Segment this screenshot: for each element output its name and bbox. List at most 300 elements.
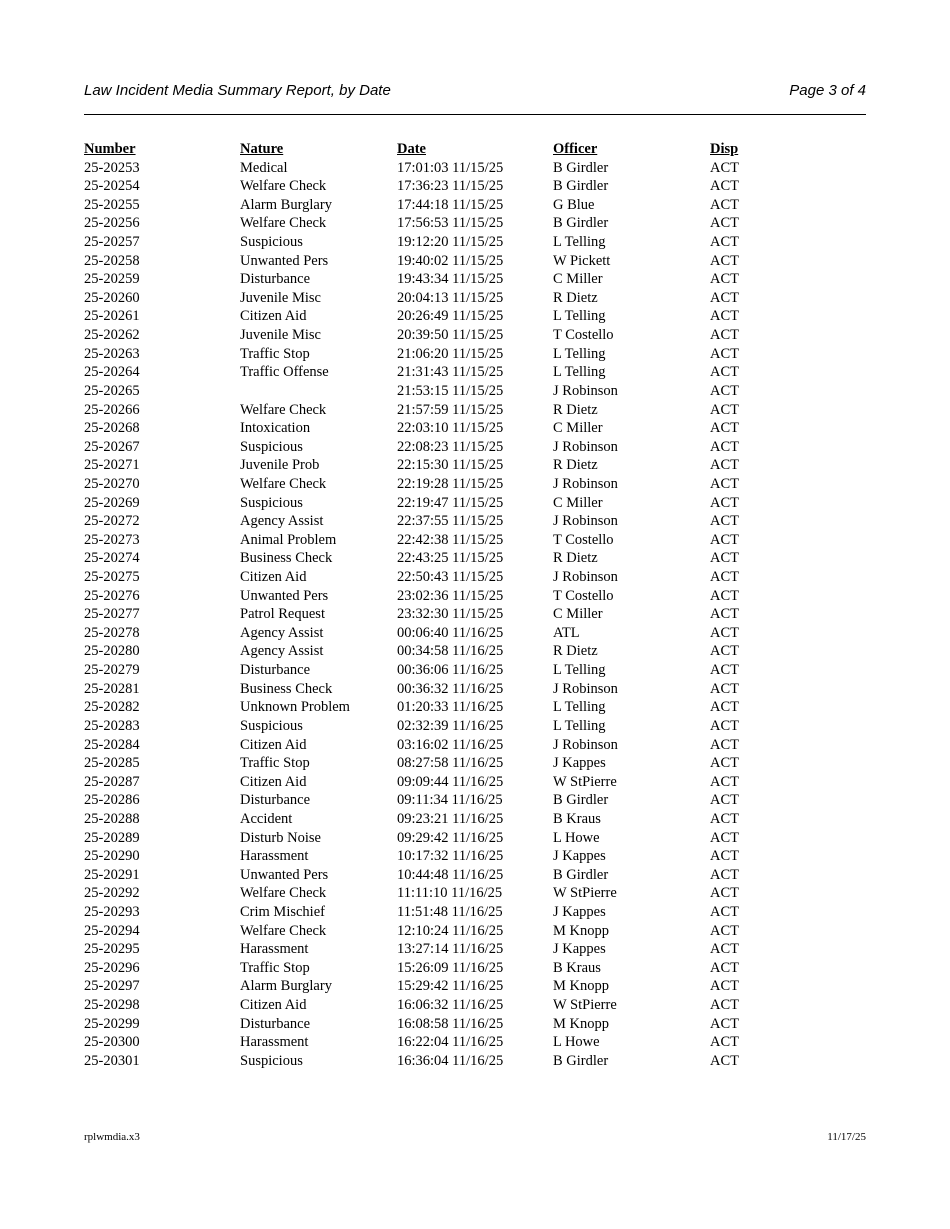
table-row <box>84 419 866 438</box>
incident-number: 25-20257 <box>84 234 140 251</box>
incident-number: 25-20256 <box>84 215 140 232</box>
table-row <box>84 159 866 178</box>
incident-table <box>84 140 866 1070</box>
table-row <box>84 438 866 457</box>
incident-officer: J Kappes <box>553 903 606 920</box>
incident-nature: Alarm Burglary <box>240 196 332 213</box>
incident-date: 21:31:43 11/15/25 <box>397 364 504 381</box>
incident-disp: ACT <box>710 457 739 474</box>
incident-nature: Patrol Request <box>240 606 325 623</box>
incident-number: 25-20290 <box>84 848 140 865</box>
incident-date: 22:03:10 11/15/25 <box>397 420 504 437</box>
table-row <box>84 717 866 736</box>
table-row <box>84 549 866 568</box>
incident-disp: ACT <box>710 438 739 455</box>
incident-officer: J Robinson <box>553 382 618 399</box>
incident-number: 25-20287 <box>84 773 140 790</box>
incident-number: 25-20266 <box>84 401 140 418</box>
header-divider <box>84 114 866 115</box>
incident-date: 12:10:24 11/16/25 <box>397 922 504 939</box>
incident-number: 25-20280 <box>84 643 140 660</box>
incident-disp: ACT <box>710 569 739 586</box>
table-row <box>84 289 866 308</box>
incident-officer: B Kraus <box>553 959 601 976</box>
table-row <box>84 494 866 513</box>
incident-disp: ACT <box>710 289 739 306</box>
table-row <box>84 326 866 345</box>
incident-disp: ACT <box>710 662 739 679</box>
incident-number: 25-20259 <box>84 271 140 288</box>
incident-number: 25-20289 <box>84 829 140 846</box>
incident-officer: W StPierre <box>553 997 617 1014</box>
incident-disp: ACT <box>710 959 739 976</box>
incident-nature: Agency Assist <box>240 513 324 530</box>
incident-number: 25-20293 <box>84 903 140 920</box>
incident-date: 09:23:21 11/16/25 <box>397 810 504 827</box>
table-row <box>84 829 866 848</box>
incident-nature: Unwanted Pers <box>240 252 329 269</box>
table-row <box>84 754 866 773</box>
table-row <box>84 233 866 252</box>
table-row <box>84 698 866 717</box>
table-row <box>84 810 866 829</box>
incident-nature: Welfare Check <box>240 922 327 939</box>
incident-number: 25-20268 <box>84 420 140 437</box>
incident-disp: ACT <box>710 215 739 232</box>
incident-officer: J Robinson <box>553 438 618 455</box>
incident-disp: ACT <box>710 941 739 958</box>
incident-date: 20:39:50 11/15/25 <box>397 327 504 344</box>
column-header-date: Date <box>397 141 426 157</box>
incident-disp: ACT <box>710 531 739 548</box>
incident-disp: ACT <box>710 475 739 492</box>
incident-disp: ACT <box>710 885 739 902</box>
incident-date: 22:19:28 11/15/25 <box>397 475 504 492</box>
incident-number: 25-20300 <box>84 1034 140 1051</box>
incident-date: 09:29:42 11/16/25 <box>397 829 504 846</box>
table-row <box>84 587 866 606</box>
incident-date: 21:53:15 11/15/25 <box>397 382 504 399</box>
incident-number: 25-20273 <box>84 531 140 548</box>
table-row <box>84 531 866 550</box>
incident-nature: Intoxication <box>240 420 311 437</box>
incident-nature: Citizen Aid <box>240 773 307 790</box>
incident-number: 25-20270 <box>84 475 140 492</box>
incident-disp: ACT <box>710 1034 739 1051</box>
incident-officer: L Telling <box>553 345 606 362</box>
incident-nature: Unwanted Pers <box>240 587 329 604</box>
incident-disp: ACT <box>710 234 739 251</box>
incident-number: 25-20285 <box>84 755 140 772</box>
table-row <box>84 866 866 885</box>
incident-officer: G Blue <box>553 196 595 213</box>
incident-disp: ACT <box>710 1015 739 1032</box>
incident-disp: ACT <box>710 494 739 511</box>
incident-officer: L Telling <box>553 234 606 251</box>
incident-nature: Traffic Offense <box>240 364 329 381</box>
incident-date: 00:06:40 11/16/25 <box>397 624 504 641</box>
table-row <box>84 736 866 755</box>
incident-date: 10:44:48 11/16/25 <box>397 866 504 883</box>
incident-date: 11:51:48 11/16/25 <box>397 903 503 920</box>
incident-number: 25-20265 <box>84 382 140 399</box>
incident-number: 25-20262 <box>84 327 140 344</box>
incident-date: 23:32:30 11/15/25 <box>397 606 504 623</box>
incident-number: 25-20254 <box>84 178 140 195</box>
incident-officer: R Dietz <box>553 289 598 306</box>
incident-number: 25-20282 <box>84 699 140 716</box>
table-row <box>84 1052 866 1071</box>
incident-date: 16:36:04 11/16/25 <box>397 1052 504 1069</box>
incident-nature: Disturbance <box>240 792 311 809</box>
incident-officer: T Costello <box>553 531 614 548</box>
incident-date: 09:11:34 11/16/25 <box>397 792 503 809</box>
incident-nature: Suspicious <box>240 234 303 251</box>
table-row <box>84 661 866 680</box>
incident-officer: J Robinson <box>553 513 618 530</box>
incident-date: 15:26:09 11/16/25 <box>397 959 504 976</box>
incident-date: 17:56:53 11/15/25 <box>397 215 504 232</box>
incident-date: 23:02:36 11/15/25 <box>397 587 504 604</box>
table-row <box>84 1033 866 1052</box>
incident-date: 16:08:58 11/16/25 <box>397 1015 504 1032</box>
incident-nature: Traffic Stop <box>240 755 310 772</box>
incident-nature: Citizen Aid <box>240 308 307 325</box>
incident-nature: Traffic Stop <box>240 959 310 976</box>
incident-number: 25-20258 <box>84 252 140 269</box>
incident-number: 25-20297 <box>84 978 140 995</box>
incident-number: 25-20281 <box>84 680 140 697</box>
table-row <box>84 977 866 996</box>
incident-nature: Animal Problem <box>240 531 337 548</box>
incident-nature: Juvenile Prob <box>240 457 320 474</box>
incident-disp: ACT <box>710 829 739 846</box>
incident-officer: J Kappes <box>553 941 606 958</box>
incident-nature: Harassment <box>240 848 309 865</box>
incident-officer: T Costello <box>553 587 614 604</box>
report-header <box>84 82 866 102</box>
table-row <box>84 270 866 289</box>
table-row <box>84 959 866 978</box>
report-code: rplwmdia.x3 <box>84 1131 140 1143</box>
incident-date: 22:43:25 11/15/25 <box>397 550 504 567</box>
incident-date: 16:22:04 11/16/25 <box>397 1034 504 1051</box>
incident-number: 25-20274 <box>84 550 140 567</box>
incident-date: 19:43:34 11/15/25 <box>397 271 504 288</box>
incident-officer: M Knopp <box>553 1015 609 1032</box>
table-row <box>84 996 866 1015</box>
incident-nature: Suspicious <box>240 438 303 455</box>
incident-date: 08:27:58 11/16/25 <box>397 755 504 772</box>
incident-date: 21:06:20 11/15/25 <box>397 345 504 362</box>
incident-nature: Disturbance <box>240 1015 311 1032</box>
incident-nature: Agency Assist <box>240 643 324 660</box>
table-row <box>84 252 866 271</box>
incident-nature: Harassment <box>240 941 309 958</box>
incident-officer: ATL <box>553 624 580 641</box>
incident-officer: C Miller <box>553 606 603 623</box>
incident-nature: Suspicious <box>240 494 303 511</box>
incident-disp: ACT <box>710 308 739 325</box>
incident-date: 02:32:39 11/16/25 <box>397 717 504 734</box>
incident-number: 25-20294 <box>84 922 140 939</box>
incident-date: 20:26:49 11/15/25 <box>397 308 504 325</box>
incident-officer: R Dietz <box>553 457 598 474</box>
table-row <box>84 624 866 643</box>
incident-disp: ACT <box>710 178 739 195</box>
incident-officer: C Miller <box>553 494 603 511</box>
incident-disp: ACT <box>710 252 739 269</box>
incident-disp: ACT <box>710 364 739 381</box>
incident-officer: R Dietz <box>553 643 598 660</box>
table-row <box>84 475 866 494</box>
incident-disp: ACT <box>710 643 739 660</box>
incident-nature: Suspicious <box>240 1052 303 1069</box>
incident-number: 25-20255 <box>84 196 140 213</box>
incident-officer: L Telling <box>553 699 606 716</box>
incident-date: 22:19:47 11/15/25 <box>397 494 504 511</box>
incident-nature: Crim Mischief <box>240 903 325 920</box>
incident-date: 22:42:38 11/15/25 <box>397 531 504 548</box>
table-row <box>84 847 866 866</box>
table-row <box>84 884 866 903</box>
report-title: Law Incident Media Summary Report, by Date <box>84 82 391 99</box>
incident-date: 19:40:02 11/15/25 <box>397 252 504 269</box>
incident-nature: Unwanted Pers <box>240 866 329 883</box>
table-row <box>84 568 866 587</box>
incident-nature: Traffic Stop <box>240 345 310 362</box>
incident-nature: Agency Assist <box>240 624 324 641</box>
incident-number: 25-20279 <box>84 662 140 679</box>
incident-disp: ACT <box>710 1052 739 1069</box>
table-row <box>84 307 866 326</box>
table-row <box>84 642 866 661</box>
incident-disp: ACT <box>710 159 739 176</box>
incident-nature: Welfare Check <box>240 401 327 418</box>
incident-nature: Disturbance <box>240 662 311 679</box>
incident-nature: Disturbance <box>240 271 311 288</box>
incident-number: 25-20253 <box>84 159 140 176</box>
incident-date: 20:04:13 11/15/25 <box>397 289 504 306</box>
incident-date: 10:17:32 11/16/25 <box>397 848 504 865</box>
incident-disp: ACT <box>710 810 739 827</box>
incident-disp: ACT <box>710 736 739 753</box>
incident-officer: J Robinson <box>553 680 618 697</box>
incident-officer: B Girdler <box>553 1052 609 1069</box>
incident-officer: J Kappes <box>553 848 606 865</box>
incident-number: 25-20271 <box>84 457 140 474</box>
table-row <box>84 605 866 624</box>
incident-disp: ACT <box>710 587 739 604</box>
column-header-number: Number <box>84 141 136 157</box>
incident-officer: L Howe <box>553 1034 600 1051</box>
incident-officer: W Pickett <box>553 252 611 269</box>
incident-nature: Juvenile Misc <box>240 289 321 306</box>
incident-nature: Welfare Check <box>240 215 327 232</box>
incident-nature: Welfare Check <box>240 475 327 492</box>
incident-date: 16:06:32 11/16/25 <box>397 997 504 1014</box>
table-header-row <box>84 140 866 159</box>
incident-officer: R Dietz <box>553 401 598 418</box>
incident-number: 25-20275 <box>84 569 140 586</box>
incident-number: 25-20299 <box>84 1015 140 1032</box>
incident-disp: ACT <box>710 624 739 641</box>
incident-officer: C Miller <box>553 271 603 288</box>
incident-nature: Business Check <box>240 550 333 567</box>
incident-officer: B Girdler <box>553 178 609 195</box>
incident-disp: ACT <box>710 680 739 697</box>
incident-date: 19:12:20 11/15/25 <box>397 234 504 251</box>
incident-officer: M Knopp <box>553 978 609 995</box>
incident-number: 25-20260 <box>84 289 140 306</box>
incident-number: 25-20269 <box>84 494 140 511</box>
incident-officer: B Girdler <box>553 215 609 232</box>
incident-officer: B Kraus <box>553 810 601 827</box>
incident-officer: L Telling <box>553 717 606 734</box>
incident-date: 11:11:10 11/16/25 <box>397 885 503 902</box>
incident-date: 22:08:23 11/15/25 <box>397 438 504 455</box>
incident-officer: L Telling <box>553 308 606 325</box>
incident-date: 01:20:33 11/16/25 <box>397 699 504 716</box>
table-row <box>84 196 866 215</box>
incident-date: 13:27:14 11/16/25 <box>397 941 504 958</box>
table-row <box>84 680 866 699</box>
incident-number: 25-20261 <box>84 308 140 325</box>
incident-date: 09:09:44 11/16/25 <box>397 773 504 790</box>
table-row <box>84 382 866 401</box>
incident-officer: T Costello <box>553 327 614 344</box>
incident-number: 25-20276 <box>84 587 140 604</box>
table-row <box>84 345 866 364</box>
incident-date: 22:15:30 11/15/25 <box>397 457 504 474</box>
incident-date: 00:36:06 11/16/25 <box>397 662 504 679</box>
incident-officer: J Robinson <box>553 569 618 586</box>
incident-nature: Citizen Aid <box>240 736 307 753</box>
incident-disp: ACT <box>710 866 739 883</box>
incident-officer: J Kappes <box>553 755 606 772</box>
incident-officer: L Howe <box>553 829 600 846</box>
incident-number: 25-20283 <box>84 717 140 734</box>
incident-nature: Alarm Burglary <box>240 978 332 995</box>
incident-officer: C Miller <box>553 420 603 437</box>
incident-officer: W StPierre <box>553 773 617 790</box>
incident-disp: ACT <box>710 755 739 772</box>
incident-officer: B Girdler <box>553 792 609 809</box>
incident-number: 25-20296 <box>84 959 140 976</box>
incident-disp: ACT <box>710 513 739 530</box>
incident-number: 25-20263 <box>84 345 140 362</box>
table-row <box>84 791 866 810</box>
incident-officer: B Girdler <box>553 866 609 883</box>
incident-nature: Welfare Check <box>240 885 327 902</box>
incident-officer: J Robinson <box>553 475 618 492</box>
incident-disp: ACT <box>710 978 739 995</box>
incident-officer: L Telling <box>553 662 606 679</box>
incident-disp: ACT <box>710 997 739 1014</box>
column-header-nature: Nature <box>240 141 284 157</box>
table-row <box>84 773 866 792</box>
incident-nature: Medical <box>240 159 288 176</box>
incident-nature: Citizen Aid <box>240 569 307 586</box>
incident-nature: Welfare Check <box>240 178 327 195</box>
incident-date: 17:44:18 11/15/25 <box>397 196 504 213</box>
incident-disp: ACT <box>710 550 739 567</box>
table-row <box>84 401 866 420</box>
page-number: Page 3 of 4 <box>789 82 866 99</box>
incident-date: 00:34:58 11/16/25 <box>397 643 504 660</box>
incident-number: 25-20298 <box>84 997 140 1014</box>
print-date: 11/17/25 <box>827 1131 866 1143</box>
incident-officer: L Telling <box>553 364 606 381</box>
incident-officer: B Girdler <box>553 159 609 176</box>
incident-number: 25-20278 <box>84 624 140 641</box>
incident-disp: ACT <box>710 345 739 362</box>
incident-number: 25-20291 <box>84 866 140 883</box>
incident-nature: Juvenile Misc <box>240 327 321 344</box>
incident-disp: ACT <box>710 848 739 865</box>
incident-number: 25-20264 <box>84 364 140 381</box>
incident-nature: Citizen Aid <box>240 997 307 1014</box>
incident-date: 22:50:43 11/15/25 <box>397 569 504 586</box>
incident-number: 25-20286 <box>84 792 140 809</box>
table-row <box>84 214 866 233</box>
incident-disp: ACT <box>710 606 739 623</box>
incident-disp: ACT <box>710 327 739 344</box>
incident-number: 25-20267 <box>84 438 140 455</box>
incident-disp: ACT <box>710 717 739 734</box>
incident-number: 25-20284 <box>84 736 140 753</box>
table-row <box>84 456 866 475</box>
incident-nature: Unknown Problem <box>240 699 350 716</box>
incident-officer: J Robinson <box>553 736 618 753</box>
incident-disp: ACT <box>710 922 739 939</box>
incident-disp: ACT <box>710 401 739 418</box>
column-header-officer: Officer <box>553 141 598 157</box>
incident-number: 25-20288 <box>84 810 140 827</box>
incident-number: 25-20301 <box>84 1052 140 1069</box>
incident-date: 22:37:55 11/15/25 <box>397 513 504 530</box>
incident-officer: W StPierre <box>553 885 617 902</box>
incident-disp: ACT <box>710 196 739 213</box>
incident-number: 25-20272 <box>84 513 140 530</box>
incident-date: 15:29:42 11/16/25 <box>397 978 504 995</box>
incident-number: 25-20295 <box>84 941 140 958</box>
incident-nature: Accident <box>240 810 293 827</box>
table-row <box>84 922 866 941</box>
incident-disp: ACT <box>710 792 739 809</box>
table-row <box>84 903 866 922</box>
table-row <box>84 1015 866 1034</box>
incident-number: 25-20292 <box>84 885 140 902</box>
incident-number: 25-20277 <box>84 606 140 623</box>
incident-nature: Disturb Noise <box>240 829 321 846</box>
incident-disp: ACT <box>710 699 739 716</box>
table-row <box>84 363 866 382</box>
incident-disp: ACT <box>710 773 739 790</box>
incident-date: 00:36:32 11/16/25 <box>397 680 504 697</box>
incident-disp: ACT <box>710 903 739 920</box>
table-row <box>84 177 866 196</box>
incident-date: 17:36:23 11/15/25 <box>397 178 504 195</box>
column-header-disp: Disp <box>710 141 739 157</box>
incident-disp: ACT <box>710 382 739 399</box>
incident-date: 17:01:03 11/15/25 <box>397 159 504 176</box>
incident-disp: ACT <box>710 271 739 288</box>
incident-disp: ACT <box>710 420 739 437</box>
incident-date: 21:57:59 11/15/25 <box>397 401 504 418</box>
incident-date: 03:16:02 11/16/25 <box>397 736 504 753</box>
incident-officer: M Knopp <box>553 922 609 939</box>
